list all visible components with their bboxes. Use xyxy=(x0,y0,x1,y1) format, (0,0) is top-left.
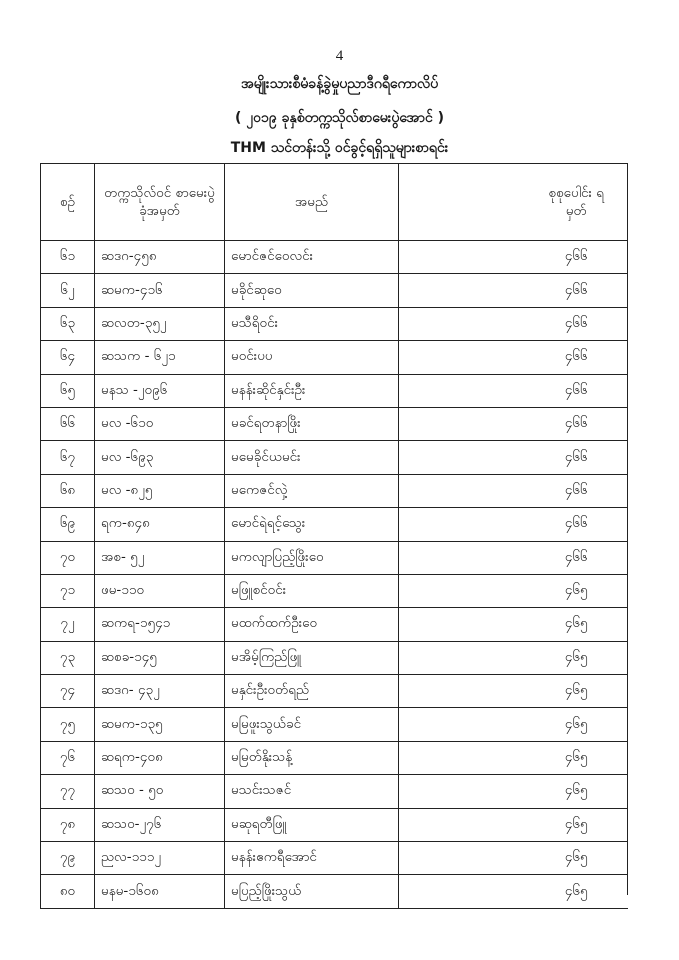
total-marks-value: ၄၆၆ xyxy=(564,348,588,365)
list-title: THM သင်တန်းသို့ ဝင်ခွင့်ရရှိသူများစာရင်း xyxy=(230,140,449,156)
serial-no-cell: ၆၇ xyxy=(41,441,95,474)
roll-number-cell: အစ- ၅၂ xyxy=(95,541,225,574)
total-marks-cell xyxy=(399,708,628,741)
table-row xyxy=(41,307,628,340)
student-name-cell: မပြည့်ဖြိုးသွယ် xyxy=(225,875,399,908)
admission-list-table xyxy=(40,163,628,909)
total-marks-value: ၄၆၆ xyxy=(564,248,588,265)
serial-no-cell: ၇၅ xyxy=(41,708,95,741)
total-marks-value: ၄၆၆ xyxy=(564,548,588,565)
table-row xyxy=(41,875,628,908)
exam-year-subtitle: ( ၂၀၁၉ ခုနှစ်တက္ကသိုလ်စာမေးပွဲအောင် ) xyxy=(234,110,445,126)
serial-no-cell: ၆၉ xyxy=(41,508,95,541)
total-marks-cell xyxy=(399,875,628,908)
student-name-cell: မကလျာပြည့်ဖြိုးဝေ xyxy=(225,541,399,574)
student-name-cell: မမေခိုင်ယမင်း xyxy=(225,441,399,474)
student-name-cell: မသီရိဝင်း xyxy=(225,307,399,340)
student-name-cell: မဖြူစင်ဝင်း xyxy=(225,574,399,607)
page-number: 4 xyxy=(335,48,344,64)
student-name-cell: မနန်းဆိုင်နှင်းဦး xyxy=(225,374,399,407)
total-marks-value: ၄၆၅ xyxy=(564,815,588,832)
serial-no-cell: ၆၅ xyxy=(41,374,95,407)
serial-no-cell: ၇၀ xyxy=(41,541,95,574)
header-total-marks xyxy=(399,164,628,241)
student-name-cell: မောင်ရဲရင့်သွေး xyxy=(225,508,399,541)
total-marks-cell xyxy=(399,508,628,541)
student-name-cell: မသင်းသဇင် xyxy=(225,775,399,808)
total-marks-value: ၄၆၅ xyxy=(564,849,588,866)
serial-no-cell: ၇၁ xyxy=(41,574,95,607)
total-marks-cell xyxy=(399,608,628,641)
roll-number-cell: ဆဒဂ-၄၅၈ xyxy=(95,241,225,274)
total-marks-value: ၄၆၅ xyxy=(564,648,588,665)
student-name-cell: မခင်ရတနာဖြိုး xyxy=(225,407,399,440)
student-name-cell: မမြတ်နိုးသန့် xyxy=(225,741,399,774)
serial-no-cell: ၇၇ xyxy=(41,775,95,808)
serial-no-cell: ၈၀ xyxy=(41,875,95,908)
table-header-row xyxy=(41,164,628,241)
student-name-cell: မမြဖူးသွယ်ခင် xyxy=(225,708,399,741)
table-row xyxy=(41,741,628,774)
table-row xyxy=(41,541,628,574)
table-row xyxy=(41,708,628,741)
roll-number-cell: မနသ -၂၀၉၆ xyxy=(95,374,225,407)
table-row xyxy=(41,341,628,374)
total-marks-value: ၄၆၆ xyxy=(564,481,588,498)
total-marks-cell xyxy=(399,474,628,507)
serial-no-cell: ၇၉ xyxy=(41,842,95,875)
student-name-cell: မနှင်းဦးဝတ်ရည် xyxy=(225,675,399,708)
roll-number-cell: ဆသဝ-၂၇၆ xyxy=(95,808,225,841)
header-roll-number: တက္ကသိုလ်ဝင် စာမေးပွဲ ခုံအမှတ် xyxy=(95,164,225,241)
total-marks-value: ၄၆၆ xyxy=(564,448,588,465)
total-marks-cell xyxy=(399,407,628,440)
roll-number-cell: ဆစခ-၁၄၅ xyxy=(95,641,225,674)
serial-no-cell: ၇၃ xyxy=(41,641,95,674)
total-marks-value: ၄၆၅ xyxy=(564,782,588,799)
student-name-cell: မခိုင်ဆုဝေ xyxy=(225,274,399,307)
student-name-cell: မကေဇင်လှဲ့ xyxy=(225,474,399,507)
total-marks-cell xyxy=(399,241,628,274)
serial-no-cell: ၆၄ xyxy=(41,341,95,374)
total-marks-cell xyxy=(399,441,628,474)
roll-number-cell: ဖမ-၁၁၀ xyxy=(95,574,225,607)
table-row xyxy=(41,574,628,607)
roll-number-cell: ဆရက-၄၀၈ xyxy=(95,741,225,774)
total-marks-cell xyxy=(399,341,628,374)
table-row xyxy=(41,808,628,841)
table-body xyxy=(41,241,628,909)
student-name-cell: မနန်းဧကရီအောင် xyxy=(225,842,399,875)
total-marks-value: ၄၆၆ xyxy=(564,314,588,331)
header-serial-no: စဉ် xyxy=(41,164,95,241)
table-row xyxy=(41,508,628,541)
total-marks-cell xyxy=(399,808,628,841)
table-row xyxy=(41,441,628,474)
table-row xyxy=(41,407,628,440)
roll-number-cell: ညလ-၁၁၁၂ xyxy=(95,842,225,875)
total-marks-cell xyxy=(399,574,628,607)
header-total-marks-text: စုစုပေါင်း ရမှတ် xyxy=(548,184,604,219)
table-row xyxy=(41,608,628,641)
total-marks-cell xyxy=(399,374,628,407)
student-name-cell: မအိမ့်ကြည်ဖြူ xyxy=(225,641,399,674)
table-row xyxy=(41,374,628,407)
roll-number-cell: ဆမက-၁၃၅ xyxy=(95,708,225,741)
total-marks-cell xyxy=(399,274,628,307)
serial-no-cell: ၆၁ xyxy=(41,241,95,274)
student-name-cell: မထက်ထက်ဦးဝေ xyxy=(225,608,399,641)
serial-no-cell: ၆၂ xyxy=(41,274,95,307)
total-marks-value: ၄၆၅ xyxy=(564,882,588,899)
table-row xyxy=(41,842,628,875)
total-marks-cell xyxy=(399,541,628,574)
serial-no-cell: ၆၈ xyxy=(41,474,95,507)
roll-number-cell: ဆလတ-၃၅၂ xyxy=(95,307,225,340)
total-marks-cell xyxy=(399,641,628,674)
table-row xyxy=(41,641,628,674)
table-row xyxy=(41,775,628,808)
student-name-cell: မဆုရတီဖြူ xyxy=(225,808,399,841)
header-name: အမည် xyxy=(225,164,399,241)
student-name-cell: မောင်ဇင်ဝေလင်း xyxy=(225,241,399,274)
roll-number-cell: ဆမက-၄၁၆ xyxy=(95,274,225,307)
total-marks-value: ၄၆၆ xyxy=(564,415,588,432)
table-row xyxy=(41,241,628,274)
table-row xyxy=(41,675,628,708)
total-marks-value: ၄၆၅ xyxy=(564,715,588,732)
total-marks-value: ၄၆၅ xyxy=(564,749,588,766)
total-marks-cell xyxy=(399,675,628,708)
serial-no-cell: ၇၆ xyxy=(41,741,95,774)
roll-number-cell: မလ -၆၁၀ xyxy=(95,407,225,440)
roll-number-cell: ဆသဝ - ၅၀ xyxy=(95,775,225,808)
table-row xyxy=(41,474,628,507)
total-marks-value: ၄၆၆ xyxy=(564,281,588,298)
serial-no-cell: ၇၈ xyxy=(41,808,95,841)
roll-number-cell: မလ -၈၂၅ xyxy=(95,474,225,507)
roll-number-cell: မနမ-၁၆၀၈ xyxy=(95,875,225,908)
roll-number-cell: မလ -၆၉၃ xyxy=(95,441,225,474)
total-marks-cell xyxy=(399,842,628,875)
college-name-title: အမျိုးသားစီမံခန့်ခွဲမှုပညာဒီဂရီကောလိပ် xyxy=(240,76,439,92)
serial-no-cell: ၇၂ xyxy=(41,608,95,641)
total-marks-value: ၄၆၆ xyxy=(564,381,588,398)
total-marks-value: ၄၆၅ xyxy=(564,615,588,632)
table-row xyxy=(41,274,628,307)
total-marks-value: ၄၆၅ xyxy=(564,682,588,699)
serial-no-cell: ၆၆ xyxy=(41,407,95,440)
total-marks-cell xyxy=(399,307,628,340)
roll-number-cell: ဆသက - ၆၂၁ xyxy=(95,341,225,374)
serial-no-cell: ၇၄ xyxy=(41,675,95,708)
total-marks-value: ၄၆၅ xyxy=(564,582,588,599)
table-right-border xyxy=(627,163,628,895)
roll-number-cell: ဆကရ-၁၅၄၁ xyxy=(95,608,225,641)
roll-number-cell: ရက-၈၄၈ xyxy=(95,508,225,541)
student-name-cell: မဝင်းပပ xyxy=(225,341,399,374)
total-marks-value: ၄၆၆ xyxy=(564,515,588,532)
serial-no-cell: ၆၃ xyxy=(41,307,95,340)
total-marks-cell xyxy=(399,775,628,808)
roll-number-cell: ဆဒဂ- ၄၃၂ xyxy=(95,675,225,708)
total-marks-cell xyxy=(399,741,628,774)
